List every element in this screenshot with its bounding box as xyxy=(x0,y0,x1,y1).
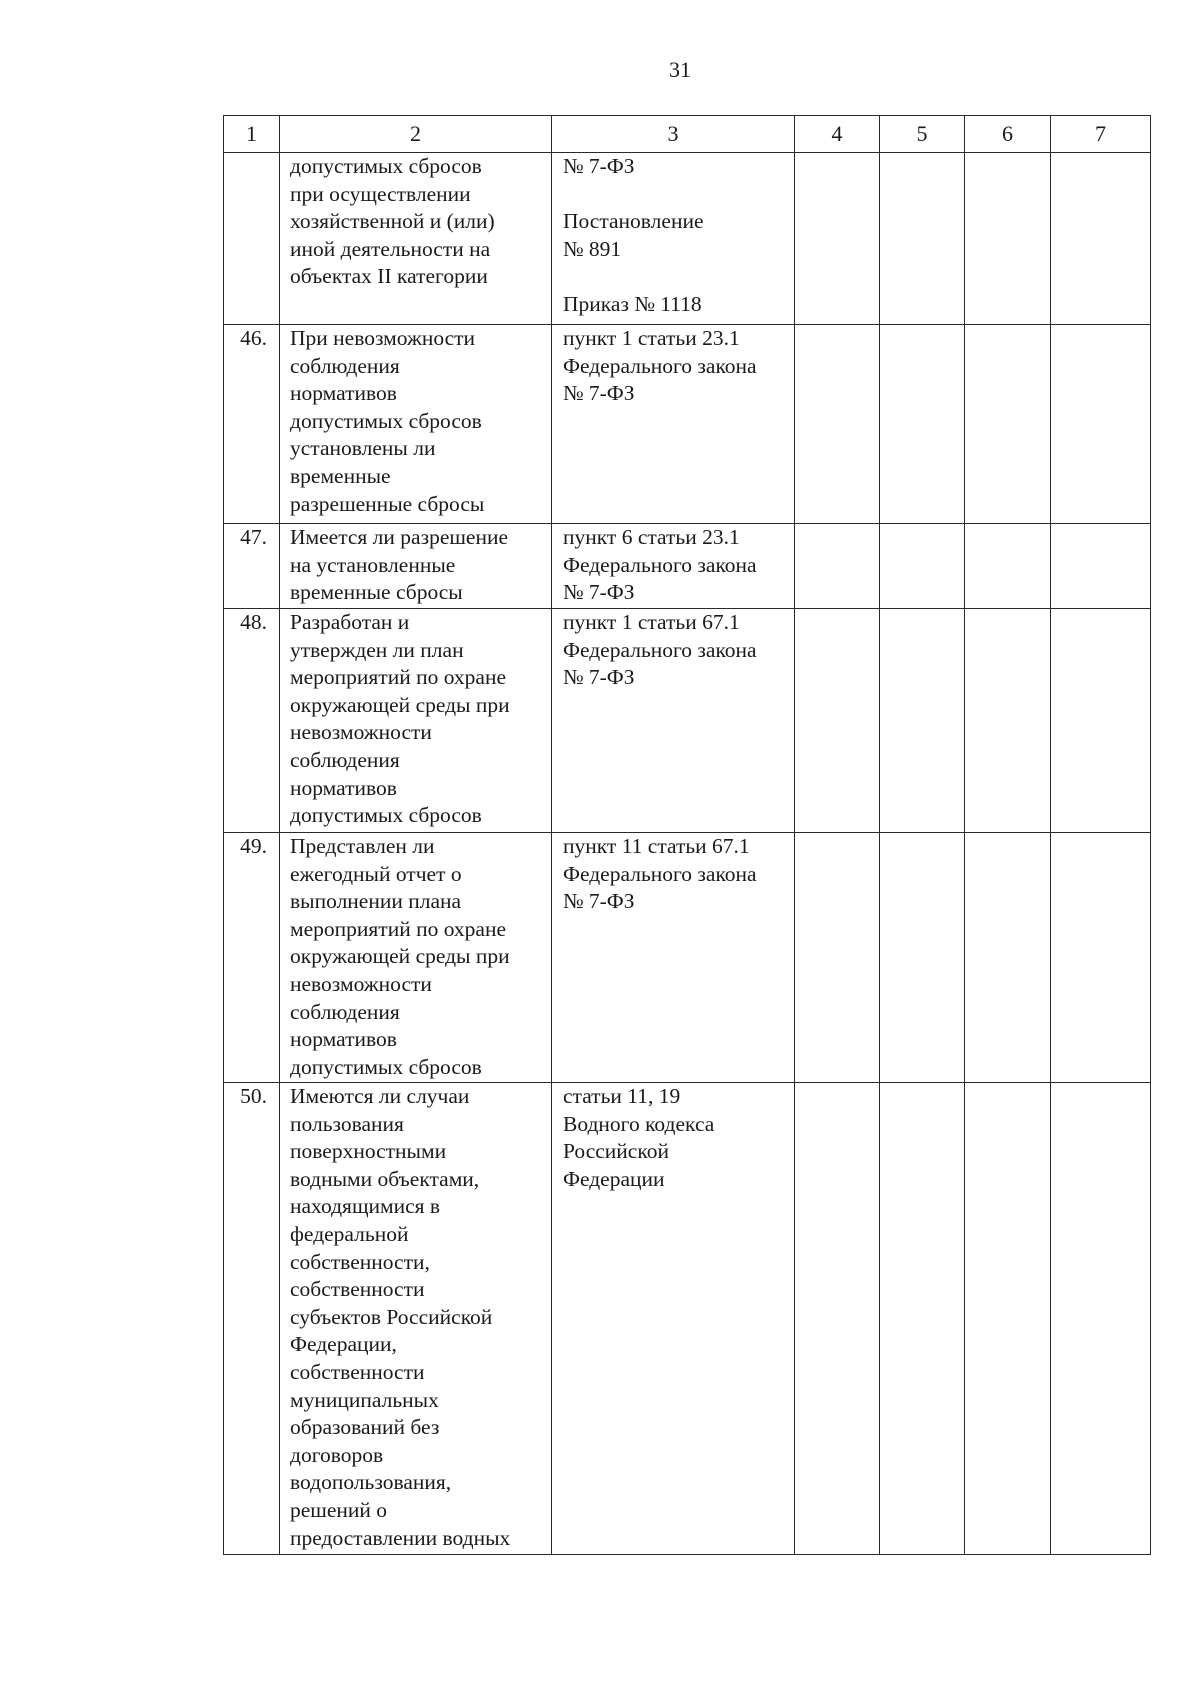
row-number: 50. xyxy=(240,1084,267,1108)
not-applicable-cell xyxy=(965,1083,1051,1555)
question-text-line: субъектов Российской xyxy=(290,1304,493,1329)
question-text-line: Имеется ли разрешение xyxy=(290,525,509,549)
legal-reference-cell xyxy=(552,1083,795,1555)
question-text-line: на установленные xyxy=(290,552,456,577)
header-cell-7: 7 xyxy=(1051,116,1151,153)
reference-text-line: № 7-ФЗ xyxy=(563,580,635,605)
not-applicable-cell xyxy=(965,325,1051,524)
table-row xyxy=(224,609,1151,833)
answer-no-cell xyxy=(880,153,965,325)
reference-text-line: Федерального закона xyxy=(563,353,757,378)
reference-text-line: Федерального закона xyxy=(563,552,757,577)
question-text-line: Разработан и xyxy=(290,610,410,634)
not-applicable-cell xyxy=(965,153,1051,325)
checklist-table xyxy=(223,115,1151,1555)
table-row xyxy=(224,325,1151,524)
row-number: 49. xyxy=(240,834,267,858)
question-cell xyxy=(280,609,552,833)
header-cell-1: 1 xyxy=(224,116,280,153)
reference-text-line: пункт 1 статьи 23.1 xyxy=(563,326,740,350)
question-text-line: Представлен ли xyxy=(290,834,435,858)
not-applicable-cell xyxy=(965,833,1051,1083)
table-row xyxy=(224,153,1151,325)
notes-cell xyxy=(1051,524,1151,609)
question-text-line: хозяйственной и (или) xyxy=(290,209,495,234)
notes-cell xyxy=(1051,1083,1151,1555)
question-text-line: при осуществлении xyxy=(290,181,471,206)
question-text-line: договоров xyxy=(290,1442,384,1467)
question-cell xyxy=(280,1083,552,1555)
answer-no-cell xyxy=(880,1083,965,1555)
answer-no-cell xyxy=(880,325,965,524)
legal-reference-cell xyxy=(552,153,795,325)
question-text-line: невозможности xyxy=(290,720,432,745)
question-text-line: допустимых сбросов xyxy=(290,154,482,178)
header-cell-2: 2 xyxy=(280,116,552,153)
row-number-cell xyxy=(224,325,280,524)
question-text-line: окружающей среды при xyxy=(290,944,510,969)
reference-text-line xyxy=(563,263,790,291)
answer-no-cell xyxy=(880,524,965,609)
row-number: 48. xyxy=(240,610,267,634)
not-applicable-cell xyxy=(965,609,1051,833)
reference-text-line: Постановление xyxy=(563,209,704,234)
question-text-line: объектах II категории xyxy=(290,264,488,289)
table-row xyxy=(224,524,1151,609)
answer-no-cell xyxy=(880,833,965,1083)
question-text-line: допустимых сбросов xyxy=(290,1054,482,1079)
question-text-line: нормативов xyxy=(290,775,397,800)
question-text-line: иной деятельности на xyxy=(290,236,491,261)
question-text-line: невозможности xyxy=(290,971,432,996)
header-cell-5: 5 xyxy=(880,116,965,153)
question-text-line: предоставлении водных xyxy=(290,1525,511,1550)
row-number-cell xyxy=(224,524,280,609)
question-text-line: решений о xyxy=(290,1497,388,1522)
reference-text-line xyxy=(563,181,790,209)
reference-text-line: Федерального закона xyxy=(563,637,757,662)
question-cell xyxy=(280,524,552,609)
reference-text-line: Российской xyxy=(563,1139,669,1164)
question-text-line: собственности, xyxy=(290,1249,430,1274)
reference-text-line: пункт 11 статьи 67.1 xyxy=(563,834,750,858)
reference-text-line: № 7-ФЗ xyxy=(563,381,635,406)
row-number-cell xyxy=(224,153,280,325)
question-text-line: При невозможности xyxy=(290,326,476,350)
header-cell-6: 6 xyxy=(965,116,1051,153)
question-text-line: окружающей среды при xyxy=(290,692,510,717)
question-text-line: допустимых сбросов xyxy=(290,803,482,828)
question-text-line: выполнении плана xyxy=(290,889,462,914)
question-text-line: муниципальных xyxy=(290,1387,439,1412)
question-text-line: разрешенные сбросы xyxy=(290,491,485,516)
question-text-line: временные xyxy=(290,463,391,488)
question-cell xyxy=(280,325,552,524)
answer-yes-cell xyxy=(795,325,880,524)
notes-cell xyxy=(1051,153,1151,325)
reference-text-line: пункт 6 статьи 23.1 xyxy=(563,525,740,549)
header-cell-3: 3 xyxy=(552,116,795,153)
answer-yes-cell xyxy=(795,1083,880,1555)
question-cell xyxy=(280,153,552,325)
question-text-line: находящимися в xyxy=(290,1194,441,1219)
answer-yes-cell xyxy=(795,524,880,609)
legal-reference-cell xyxy=(552,325,795,524)
question-text-line: установлены ли xyxy=(290,436,436,461)
question-text-line: поверхностными xyxy=(290,1139,447,1164)
question-text-line: пользования xyxy=(290,1111,404,1136)
table-row xyxy=(224,1083,1151,1555)
question-text-line: соблюдения xyxy=(290,747,400,772)
reference-text-line: № 7-ФЗ xyxy=(563,154,635,178)
reference-text-line: № 7-ФЗ xyxy=(563,665,635,690)
answer-yes-cell xyxy=(795,153,880,325)
question-text-line: образований без xyxy=(290,1415,440,1440)
reference-text-line: Приказ № 1118 xyxy=(563,291,702,316)
legal-reference-cell xyxy=(552,524,795,609)
notes-cell xyxy=(1051,325,1151,524)
notes-cell xyxy=(1051,609,1151,833)
legal-reference-cell xyxy=(552,609,795,833)
question-text-line: утвержден ли план xyxy=(290,637,464,662)
legal-reference-cell xyxy=(552,833,795,1083)
answer-yes-cell xyxy=(795,609,880,833)
row-number-cell xyxy=(224,609,280,833)
question-text-line: временные сбросы xyxy=(290,580,463,605)
row-number-cell xyxy=(224,833,280,1083)
question-text-line: мероприятий по охране xyxy=(290,916,507,941)
question-text-line: допустимых сбросов xyxy=(290,408,482,433)
reference-text-line: Федерации xyxy=(563,1166,665,1191)
not-applicable-cell xyxy=(965,524,1051,609)
answer-no-cell xyxy=(880,609,965,833)
question-text-line: нормативов xyxy=(290,381,397,406)
table-row xyxy=(224,833,1151,1083)
question-text-line: водопользования, xyxy=(290,1470,452,1495)
row-number: 47. xyxy=(240,525,267,549)
reference-text-line: пункт 1 статьи 67.1 xyxy=(563,610,740,634)
header-cell-4: 4 xyxy=(795,116,880,153)
header-row xyxy=(224,116,1151,153)
question-text-line: водными объектами, xyxy=(290,1166,480,1191)
question-text-line: нормативов xyxy=(290,1027,397,1052)
question-text-line: федеральной xyxy=(290,1221,409,1246)
question-cell xyxy=(280,833,552,1083)
notes-cell xyxy=(1051,833,1151,1083)
question-text-line: мероприятий по охране xyxy=(290,665,507,690)
question-text-line: соблюдения xyxy=(290,999,400,1024)
row-number: 46. xyxy=(240,326,267,350)
question-text-line: Федерации, xyxy=(290,1332,397,1357)
row-number-cell xyxy=(224,1083,280,1555)
reference-text-line: Федерального закона xyxy=(563,861,757,886)
page-number: 31 xyxy=(669,57,691,82)
reference-text-line: статьи 11, 19 xyxy=(563,1084,681,1108)
question-text-line: Имеются ли случаи xyxy=(290,1084,470,1108)
reference-text-line: Водного кодекса xyxy=(563,1111,715,1136)
question-text-line: соблюдения xyxy=(290,353,400,378)
reference-text-line: № 7-ФЗ xyxy=(563,889,635,914)
question-text-line: собственности xyxy=(290,1277,425,1302)
question-text-line: ежегодный отчет о xyxy=(290,861,462,886)
question-text-line: собственности xyxy=(290,1359,425,1384)
answer-yes-cell xyxy=(795,833,880,1083)
reference-text-line: № 891 xyxy=(563,236,622,261)
